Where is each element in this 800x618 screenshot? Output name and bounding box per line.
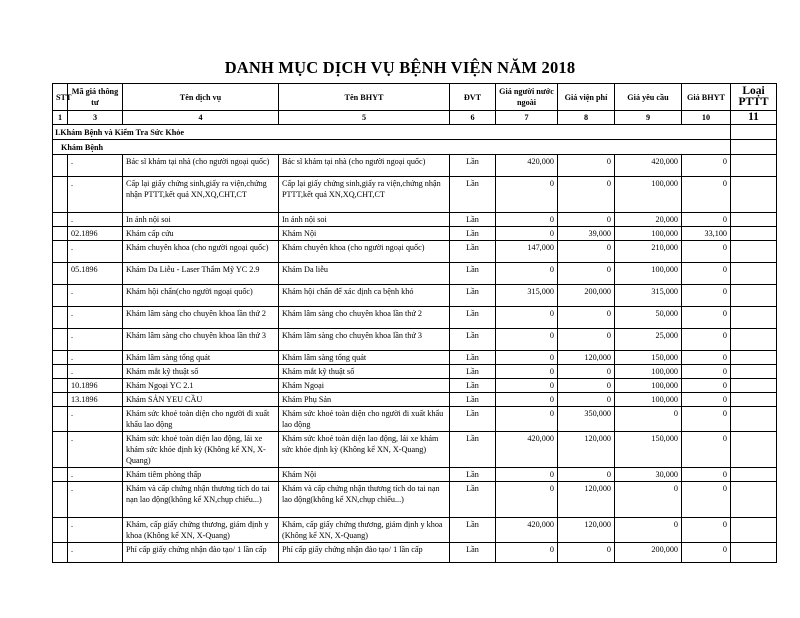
- row-hospital-price: 0: [558, 155, 615, 177]
- row-foreign-price: 0: [496, 263, 558, 285]
- row-hospital-price: 0: [558, 365, 615, 379]
- row-type: [731, 468, 777, 482]
- row-unit: Lần: [450, 379, 496, 393]
- row-type: [731, 329, 777, 351]
- row-unit: Lần: [450, 329, 496, 351]
- row-stt: [53, 285, 68, 307]
- column-number: 9: [615, 111, 682, 125]
- row-bhyt-price: 33,100: [682, 227, 731, 241]
- row-request-price: 100,000: [615, 393, 682, 407]
- row-hospital-price: 0: [558, 213, 615, 227]
- row-type: [731, 482, 777, 518]
- table-row: [53, 432, 777, 468]
- row-type: [731, 393, 777, 407]
- row-type: [731, 263, 777, 285]
- row-code: 02.1896: [68, 227, 123, 241]
- row-type: [731, 307, 777, 329]
- row-request-price: 200,000: [615, 543, 682, 563]
- row-service-name: Bác sĩ khám tại nhà (cho người ngoại quốc): [123, 155, 279, 177]
- row-foreign-price: 0: [496, 177, 558, 213]
- row-service-name: Khám chuyên khoa (cho người ngoại quốc): [123, 241, 279, 263]
- row-foreign-price: 0: [496, 227, 558, 241]
- row-bhyt-name: Khám lâm sàng tổng quát: [279, 351, 450, 365]
- row-request-price: 150,000: [615, 351, 682, 365]
- row-code: .: [68, 365, 123, 379]
- row-bhyt-price: 0: [682, 307, 731, 329]
- row-service-name: Khám sức khoẻ toàn diện lao động, lái xe khám sức khỏe định kỳ (Không kể XN, X-Quang): [123, 432, 279, 468]
- row-request-price: 100,000: [615, 227, 682, 241]
- row-foreign-price: 0: [496, 307, 558, 329]
- row-bhyt-name: Khám Nội: [279, 227, 450, 241]
- row-bhyt-name: Khám sức khoẻ toàn diện cho người đi xuất khẩu lao động: [279, 407, 450, 432]
- row-code: .: [68, 468, 123, 482]
- row-bhyt-name: Khám Da liễu: [279, 263, 450, 285]
- row-stt: [53, 482, 68, 518]
- row-request-price: 0: [615, 482, 682, 518]
- row-service-name: Khám mắt kỹ thuật số: [123, 365, 279, 379]
- row-foreign-price: 0: [496, 407, 558, 432]
- row-stt: [53, 177, 68, 213]
- row-type: [731, 432, 777, 468]
- row-type: [731, 379, 777, 393]
- row-unit: Lần: [450, 285, 496, 307]
- row-hospital-price: 120,000: [558, 482, 615, 518]
- column-number-row: [53, 111, 777, 125]
- row-stt: [53, 329, 68, 351]
- row-stt: [53, 468, 68, 482]
- table-row: [53, 482, 777, 518]
- header-bhyt-price: Giá BHYT: [682, 84, 731, 111]
- row-service-name: Khám Da Liễu - Laser Thẩm Mỹ YC 2.9: [123, 263, 279, 285]
- row-foreign-price: 0: [496, 468, 558, 482]
- row-foreign-price: 420,000: [496, 432, 558, 468]
- row-request-price: 150,000: [615, 432, 682, 468]
- row-request-price: 315,000: [615, 285, 682, 307]
- table-row: [53, 468, 777, 482]
- column-number: 11: [731, 111, 777, 125]
- row-hospital-price: 200,000: [558, 285, 615, 307]
- table-row: [53, 227, 777, 241]
- row-type: [731, 227, 777, 241]
- row-unit: Lần: [450, 407, 496, 432]
- row-bhyt-price: 0: [682, 155, 731, 177]
- row-unit: Lần: [450, 518, 496, 543]
- header-foreign-price: Giá người nước ngoài: [496, 84, 558, 111]
- row-hospital-price: 39,000: [558, 227, 615, 241]
- row-type: [731, 407, 777, 432]
- row-bhyt-name: Khám chuyên khoa (cho người ngoại quốc): [279, 241, 450, 263]
- row-service-name: Cấp lại giấy chứng sinh,giấy ra viện,chứng nhận PTTT,kết quả XN,XQ,CHT,CT: [123, 177, 279, 213]
- row-code: .: [68, 285, 123, 307]
- row-request-price: 100,000: [615, 263, 682, 285]
- row-bhyt-name: Khám lâm sàng cho chuyên khoa lần thứ 2: [279, 307, 450, 329]
- row-foreign-price: 0: [496, 351, 558, 365]
- row-hospital-price: 0: [558, 379, 615, 393]
- row-stt: [53, 543, 68, 563]
- row-code: .: [68, 518, 123, 543]
- empty-cell: [731, 140, 777, 155]
- column-number: 5: [279, 111, 450, 125]
- row-code: .: [68, 155, 123, 177]
- row-stt: [53, 379, 68, 393]
- row-stt: [53, 227, 68, 241]
- row-request-price: 0: [615, 518, 682, 543]
- row-hospital-price: 350,000: [558, 407, 615, 432]
- row-request-price: 50,000: [615, 307, 682, 329]
- row-service-name: Khám Ngoại YC 2.1: [123, 379, 279, 393]
- row-stt: [53, 307, 68, 329]
- row-unit: Lần: [450, 393, 496, 407]
- row-code: .: [68, 407, 123, 432]
- row-hospital-price: 120,000: [558, 518, 615, 543]
- row-hospital-price: 120,000: [558, 432, 615, 468]
- section-title: I.Khám Bệnh và Kiểm Tra Sức Khỏe: [53, 125, 731, 140]
- subsection-title: Khám Bệnh: [53, 140, 731, 155]
- column-number: 10: [682, 111, 731, 125]
- row-type: [731, 365, 777, 379]
- row-hospital-price: 120,000: [558, 351, 615, 365]
- row-request-price: 20,000: [615, 213, 682, 227]
- table-row: [53, 285, 777, 307]
- row-foreign-price: 0: [496, 213, 558, 227]
- table-row: [53, 379, 777, 393]
- row-hospital-price: 0: [558, 177, 615, 213]
- row-bhyt-price: 0: [682, 365, 731, 379]
- table-row: [53, 263, 777, 285]
- row-bhyt-name: Khám và cấp chứng nhận thương tích do tai nạn lao động(không kể XN,chụp chiếu...): [279, 482, 450, 518]
- row-type: [731, 285, 777, 307]
- row-service-name: Khám, cấp giấy chứng thương, giám định y khoa (Không kể XN, X-Quang): [123, 518, 279, 543]
- row-hospital-price: 0: [558, 263, 615, 285]
- table-row: [53, 543, 777, 563]
- header-request-price: Giá yêu cầu: [615, 84, 682, 111]
- row-unit: Lần: [450, 227, 496, 241]
- row-unit: Lần: [450, 432, 496, 468]
- row-service-name: Phí cấp giấy chứng nhận đào tạo/ 1 lần cấp: [123, 543, 279, 563]
- row-bhyt-price: 0: [682, 213, 731, 227]
- row-foreign-price: 0: [496, 393, 558, 407]
- row-code: .: [68, 329, 123, 351]
- header-hospital-price: Giá viện phí: [558, 84, 615, 111]
- row-service-name: Khám tiêm phòng thấp: [123, 468, 279, 482]
- row-code: .: [68, 307, 123, 329]
- table-row: [53, 177, 777, 213]
- row-stt: [53, 351, 68, 365]
- row-request-price: 100,000: [615, 365, 682, 379]
- row-unit: Lần: [450, 241, 496, 263]
- table-row: [53, 365, 777, 379]
- row-stt: [53, 155, 68, 177]
- row-foreign-price: 147,000: [496, 241, 558, 263]
- row-bhyt-price: 0: [682, 407, 731, 432]
- section-row: [53, 125, 777, 140]
- row-request-price: 210,000: [615, 241, 682, 263]
- header-row: [53, 84, 777, 111]
- row-type: [731, 351, 777, 365]
- row-type: [731, 213, 777, 227]
- row-bhyt-name: Khám, cấp giấy chứng thương, giám định y khoa (Không kể XN, X-Quang): [279, 518, 450, 543]
- row-bhyt-name: Khám lâm sàng cho chuyên khoa lần thứ 3: [279, 329, 450, 351]
- row-bhyt-name: Khám hội chẩn để xác định ca bệnh khó: [279, 285, 450, 307]
- row-unit: Lần: [450, 307, 496, 329]
- row-type: [731, 155, 777, 177]
- row-bhyt-name: Bác sĩ khám tại nhà (cho người ngoại quốc): [279, 155, 450, 177]
- row-bhyt-name: Khám Ngoại: [279, 379, 450, 393]
- row-code: .: [68, 213, 123, 227]
- row-service-name: Khám và cấp chứng nhận thương tích do tai nạn lao động(không kể XN,chụp chiếu...): [123, 482, 279, 518]
- row-service-name: In ảnh nội soi: [123, 213, 279, 227]
- row-stt: [53, 241, 68, 263]
- row-code: 10.1896: [68, 379, 123, 393]
- service-price-table: [52, 83, 777, 563]
- row-unit: Lần: [450, 365, 496, 379]
- row-code: .: [68, 432, 123, 468]
- row-bhyt-price: 0: [682, 543, 731, 563]
- row-type: [731, 543, 777, 563]
- row-code: .: [68, 543, 123, 563]
- row-unit: Lần: [450, 468, 496, 482]
- row-unit: Lần: [450, 351, 496, 365]
- row-stt: [53, 263, 68, 285]
- column-number: 8: [558, 111, 615, 125]
- column-number: 4: [123, 111, 279, 125]
- row-service-name: Khám cấp cứu: [123, 227, 279, 241]
- row-stt: [53, 518, 68, 543]
- row-unit: Lần: [450, 213, 496, 227]
- table-row: [53, 213, 777, 227]
- row-foreign-price: 0: [496, 543, 558, 563]
- row-bhyt-price: 0: [682, 285, 731, 307]
- row-code: .: [68, 241, 123, 263]
- column-number: 1: [53, 111, 68, 125]
- row-bhyt-price: 0: [682, 518, 731, 543]
- header-unit: ĐVT: [450, 84, 496, 111]
- row-unit: Lần: [450, 482, 496, 518]
- row-foreign-price: 420,000: [496, 155, 558, 177]
- row-bhyt-name: Phí cấp giấy chứng nhận đào tạo/ 1 lần cấp: [279, 543, 450, 563]
- row-hospital-price: 0: [558, 329, 615, 351]
- document-title: DANH MỤC DỊCH VỤ BỆNH VIỆN NĂM 2018: [224, 58, 576, 77]
- row-foreign-price: 315,000: [496, 285, 558, 307]
- row-request-price: 420,000: [615, 155, 682, 177]
- row-stt: [53, 393, 68, 407]
- table-row: [53, 393, 777, 407]
- row-bhyt-price: 0: [682, 241, 731, 263]
- row-bhyt-price: 0: [682, 468, 731, 482]
- row-service-name: Khám hội chẩn(cho người ngoại quốc): [123, 285, 279, 307]
- column-number: 7: [496, 111, 558, 125]
- row-unit: Lần: [450, 263, 496, 285]
- row-service-name: Khám lâm sàng tổng quát: [123, 351, 279, 365]
- row-service-name: Khám lâm sàng cho chuyên khoa lần thứ 2: [123, 307, 279, 329]
- row-hospital-price: 0: [558, 468, 615, 482]
- column-number: 6: [450, 111, 496, 125]
- row-bhyt-name: Cấp lại giấy chứng sinh,giấy ra viện,chứng nhận PTTT,kết quả XN,XQ,CHT,CT: [279, 177, 450, 213]
- column-number: 3: [68, 111, 123, 125]
- header-code: Mã giá thông tư: [68, 84, 123, 111]
- row-bhyt-price: 0: [682, 482, 731, 518]
- row-bhyt-name: Khám Nội: [279, 468, 450, 482]
- row-bhyt-name: Khám Phụ Sản: [279, 393, 450, 407]
- row-stt: [53, 407, 68, 432]
- row-bhyt-name: In ảnh nội soi: [279, 213, 450, 227]
- table-row: [53, 307, 777, 329]
- row-code: .: [68, 482, 123, 518]
- row-request-price: 30,000: [615, 468, 682, 482]
- row-request-price: 25,000: [615, 329, 682, 351]
- row-code: 13.1896: [68, 393, 123, 407]
- row-bhyt-price: 0: [682, 393, 731, 407]
- row-foreign-price: 420,000: [496, 518, 558, 543]
- table-row: [53, 155, 777, 177]
- row-request-price: 0: [615, 407, 682, 432]
- row-bhyt-price: 0: [682, 329, 731, 351]
- row-request-price: 100,000: [615, 177, 682, 213]
- header-stt: STT: [53, 84, 68, 111]
- header-bhyt-name: Tên BHYT: [279, 84, 450, 111]
- header-service-name: Tên dịch vụ: [123, 84, 279, 111]
- row-service-name: Khám lâm sàng cho chuyên khoa lần thứ 3: [123, 329, 279, 351]
- row-foreign-price: 0: [496, 482, 558, 518]
- row-unit: Lần: [450, 155, 496, 177]
- row-unit: Lần: [450, 543, 496, 563]
- subsection-row: [53, 140, 777, 155]
- row-foreign-price: 0: [496, 365, 558, 379]
- row-hospital-price: 0: [558, 241, 615, 263]
- row-type: [731, 518, 777, 543]
- table-row: [53, 407, 777, 432]
- row-bhyt-price: 0: [682, 351, 731, 365]
- row-bhyt-name: Khám sức khoẻ toàn diện lao động, lái xe khám sức khỏe định kỳ (Không kể XN, X-Quang): [279, 432, 450, 468]
- row-hospital-price: 0: [558, 307, 615, 329]
- row-bhyt-price: 0: [682, 432, 731, 468]
- table-row: [53, 329, 777, 351]
- row-stt: [53, 213, 68, 227]
- row-foreign-price: 0: [496, 379, 558, 393]
- row-bhyt-name: Khám mắt kỹ thuật số: [279, 365, 450, 379]
- table-row: [53, 351, 777, 365]
- row-request-price: 100,000: [615, 379, 682, 393]
- row-unit: Lần: [450, 177, 496, 213]
- row-type: [731, 177, 777, 213]
- row-service-name: Khám SẢN YEU CẦU: [123, 393, 279, 407]
- row-bhyt-price: 0: [682, 177, 731, 213]
- row-code: .: [68, 351, 123, 365]
- row-hospital-price: 0: [558, 543, 615, 563]
- row-stt: [53, 432, 68, 468]
- row-service-name: Khám sức khoẻ toàn diện cho người đi xuất khẩu lao động: [123, 407, 279, 432]
- row-stt: [53, 365, 68, 379]
- header-type: Loại PTTT: [731, 84, 777, 111]
- row-code: 05.1896: [68, 263, 123, 285]
- row-bhyt-price: 0: [682, 379, 731, 393]
- row-type: [731, 241, 777, 263]
- row-code: .: [68, 177, 123, 213]
- row-foreign-price: 0: [496, 329, 558, 351]
- empty-cell: [731, 125, 777, 140]
- table-row: [53, 241, 777, 263]
- row-hospital-price: 0: [558, 393, 615, 407]
- row-bhyt-price: 0: [682, 263, 731, 285]
- table-row: [53, 518, 777, 543]
